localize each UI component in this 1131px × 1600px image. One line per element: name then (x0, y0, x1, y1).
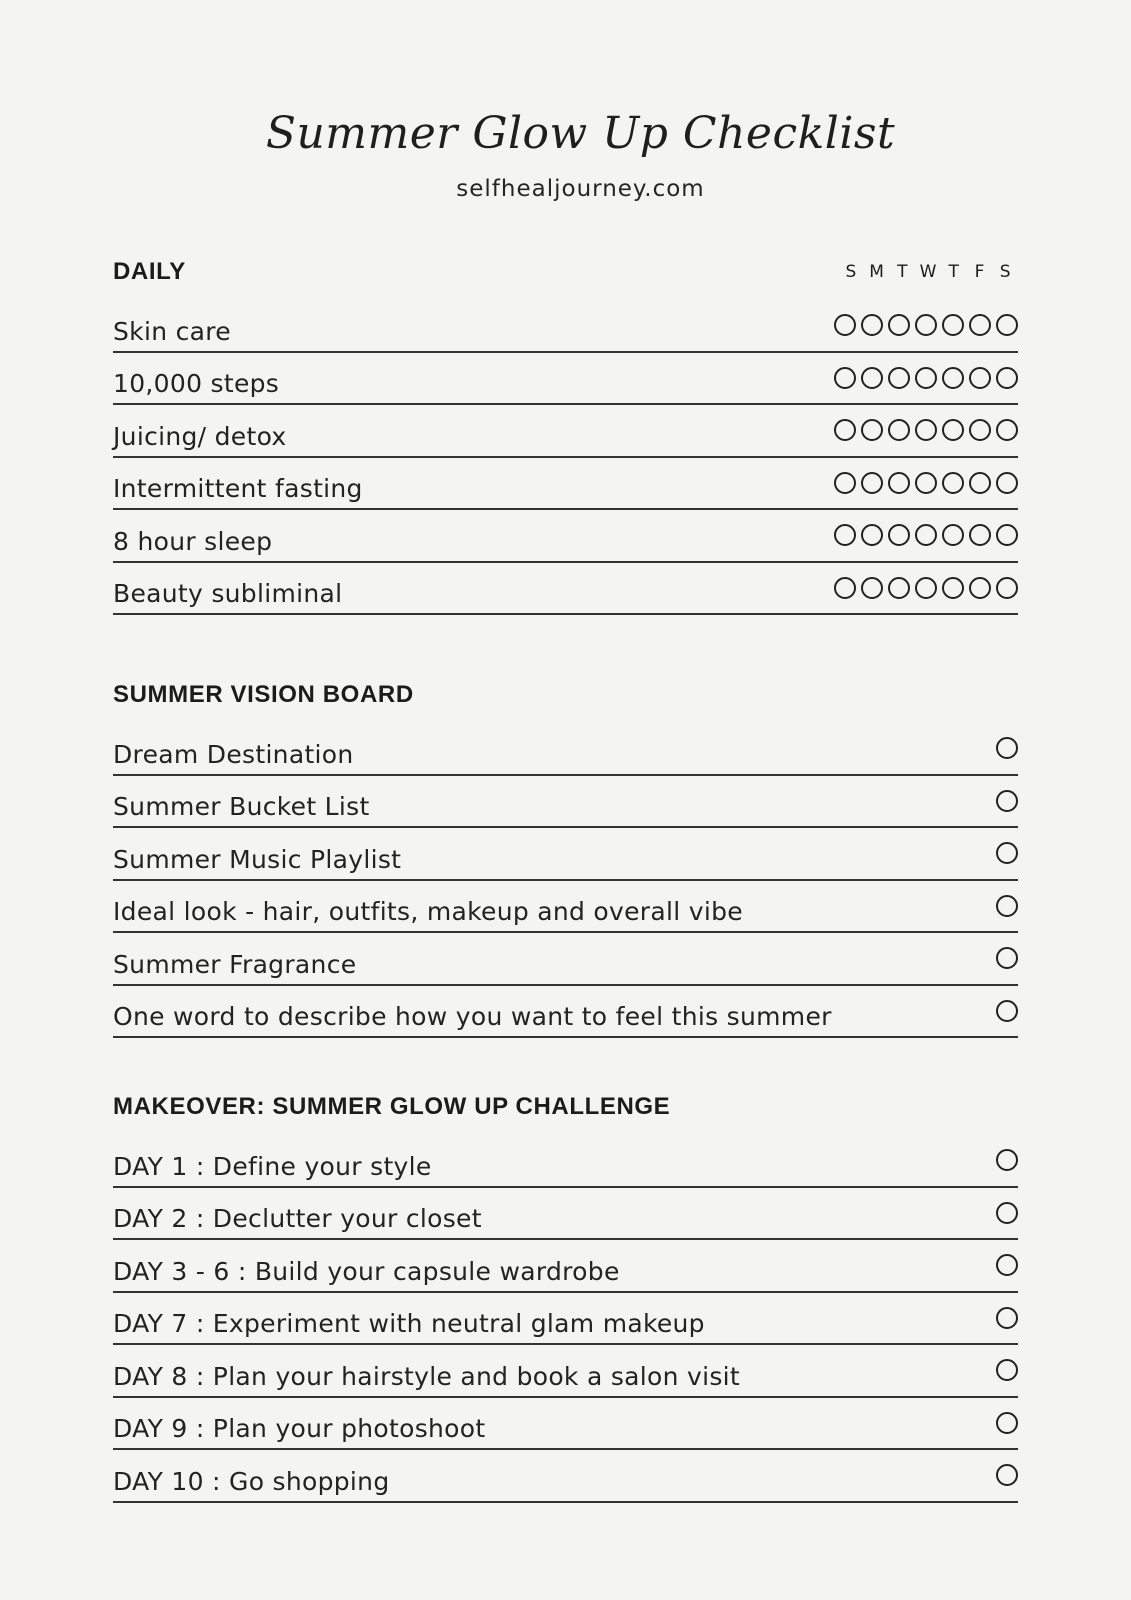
checkbox-circle[interactable] (888, 472, 910, 494)
checkbox-circle[interactable] (969, 472, 991, 494)
daily-row (113, 563, 1018, 616)
weekday-label: M (869, 262, 884, 282)
daily-item-label: Intermittent fasting (113, 474, 363, 503)
checkbox-circle[interactable] (861, 524, 883, 546)
checkbox-circle[interactable] (996, 947, 1018, 969)
makeover-header (113, 1089, 1018, 1135)
makeover-section (113, 1089, 1018, 1503)
checkbox-circle[interactable] (942, 472, 964, 494)
weekday-label: W (919, 262, 937, 282)
checkbox-circle[interactable] (861, 419, 883, 441)
checkbox-circle[interactable] (861, 472, 883, 494)
checkbox-circle[interactable] (915, 472, 937, 494)
vision-board-row (113, 986, 1018, 1039)
makeover-item-label: DAY 10 : Go shopping (113, 1466, 390, 1496)
checkbox-circle[interactable] (942, 419, 964, 441)
daily-item-label: Beauty subliminal (113, 579, 343, 608)
makeover-row (113, 1398, 1018, 1451)
checkbox-circle[interactable] (996, 737, 1018, 759)
checkbox-circle[interactable] (942, 577, 964, 599)
checkbox-circle[interactable] (996, 1412, 1018, 1434)
checkbox-circle[interactable] (996, 314, 1018, 336)
vision-board-rows (113, 723, 1018, 1038)
daily-rows (113, 300, 1018, 615)
vision-board-item-label: Dream Destination (113, 739, 354, 769)
makeover-item-label: DAY 9 : Plan your photoshoot (113, 1414, 486, 1443)
weekday-checkboxes (834, 367, 1018, 389)
makeover-item-label: DAY 8 : Plan your hairstyle and book a salon visit (113, 1361, 741, 1391)
vision-board-row (113, 933, 1018, 986)
checkbox-circle[interactable] (996, 842, 1018, 864)
weekday-label: S (845, 262, 857, 282)
makeover-item-label: DAY 1 : Define your style (113, 1151, 432, 1181)
checkbox-circle[interactable] (996, 577, 1018, 599)
checkbox-circle[interactable] (996, 1307, 1018, 1329)
daily-row (113, 510, 1018, 563)
weekday-checkboxes (834, 314, 1018, 336)
weekday-checkboxes (834, 419, 1018, 441)
makeover-row (113, 1450, 1018, 1503)
vision-board-row (113, 723, 1018, 776)
weekday-label: T (948, 262, 959, 282)
checkbox-circle[interactable] (996, 895, 1018, 917)
vision-board-section (113, 677, 1018, 1038)
checkbox-circle[interactable] (996, 1464, 1018, 1486)
makeover-row (113, 1135, 1018, 1188)
makeover-heading: MAKEOVER: SUMMER GLOW UP CHALLENGE (113, 1093, 671, 1120)
daily-heading: DAILY (113, 258, 186, 285)
vision-board-item-label: Ideal look - hair, outfits, makeup and overall vibe (113, 897, 743, 926)
checkbox-circle[interactable] (888, 577, 910, 599)
makeover-rows (113, 1135, 1018, 1503)
vision-board-row (113, 776, 1018, 829)
makeover-row (113, 1188, 1018, 1241)
daily-row (113, 300, 1018, 353)
checkbox-circle[interactable] (834, 577, 856, 599)
vision-board-heading: SUMMER VISION BOARD (113, 681, 414, 708)
checkbox-circle[interactable] (996, 419, 1018, 441)
checkbox-circle[interactable] (996, 524, 1018, 546)
weekday-label: F (974, 262, 985, 282)
website-label: selfhealjourney.com (456, 176, 705, 202)
checkbox-circle[interactable] (942, 367, 964, 389)
vision-board-row (113, 881, 1018, 934)
checkbox-circle[interactable] (888, 367, 910, 389)
checkbox-circle[interactable] (996, 367, 1018, 389)
checkbox-circle[interactable] (996, 790, 1018, 812)
checkbox-circle[interactable] (969, 577, 991, 599)
checkbox-circle[interactable] (834, 367, 856, 389)
daily-item-label: 8 hour sleep (113, 526, 273, 556)
vision-board-item-label: Summer Bucket List (113, 792, 370, 821)
daily-row (113, 405, 1018, 458)
checkbox-circle[interactable] (861, 314, 883, 336)
checkbox-circle[interactable] (942, 314, 964, 336)
makeover-item-label: DAY 3 - 6 : Build your capsule wardrobe (113, 1256, 620, 1286)
makeover-item-label: DAY 7 : Experiment with neutral glam makeup (113, 1309, 705, 1338)
makeover-item-label: DAY 2 : Declutter your closet (113, 1204, 482, 1233)
daily-item-label: 10,000 steps (113, 369, 280, 398)
vision-board-header (113, 677, 1018, 723)
checkbox-circle[interactable] (996, 1202, 1018, 1224)
checkbox-circle[interactable] (834, 419, 856, 441)
weekday-checkboxes (834, 472, 1018, 494)
checkbox-circle[interactable] (942, 524, 964, 546)
daily-section (113, 254, 1018, 615)
checkbox-circle[interactable] (915, 419, 937, 441)
checkbox-circle[interactable] (915, 314, 937, 336)
checkbox-circle[interactable] (834, 472, 856, 494)
checkbox-circle[interactable] (996, 1149, 1018, 1171)
checkbox-circle[interactable] (915, 577, 937, 599)
vision-board-item-label: Summer Fragrance (113, 949, 357, 979)
checkbox-circle[interactable] (969, 314, 991, 336)
page-title: Summer Glow Up Checklist (265, 108, 896, 159)
weekday-checkboxes (834, 577, 1018, 599)
checkbox-circle[interactable] (969, 367, 991, 389)
daily-row (113, 458, 1018, 511)
daily-row (113, 353, 1018, 406)
checkbox-circle[interactable] (969, 419, 991, 441)
checkbox-circle[interactable] (888, 419, 910, 441)
makeover-row (113, 1240, 1018, 1293)
checkbox-circle[interactable] (915, 367, 937, 389)
checkbox-circle[interactable] (888, 524, 910, 546)
checkbox-circle[interactable] (915, 524, 937, 546)
weekday-labels (838, 262, 1018, 282)
checkbox-circle[interactable] (996, 1000, 1018, 1022)
vision-board-item-label: One word to describe how you want to feel this summer (113, 1002, 832, 1031)
checkbox-circle[interactable] (996, 472, 1018, 494)
makeover-row (113, 1293, 1018, 1346)
daily-header (113, 254, 1018, 300)
vision-board-row (113, 828, 1018, 881)
checkbox-circle[interactable] (834, 524, 856, 546)
checkbox-circle[interactable] (888, 314, 910, 336)
weekday-label: T (897, 262, 908, 282)
weekday-checkboxes (834, 524, 1018, 546)
checkbox-circle[interactable] (861, 577, 883, 599)
weekday-label: S (999, 262, 1011, 282)
daily-item-label: Skin care (113, 316, 231, 346)
checkbox-circle[interactable] (861, 367, 883, 389)
checkbox-circle[interactable] (996, 1359, 1018, 1381)
checkbox-circle[interactable] (834, 314, 856, 336)
daily-item-label: Juicing/ detox (113, 421, 287, 451)
checkbox-circle[interactable] (969, 524, 991, 546)
makeover-row (113, 1345, 1018, 1398)
checkbox-circle[interactable] (996, 1254, 1018, 1276)
vision-board-item-label: Summer Music Playlist (113, 844, 402, 874)
